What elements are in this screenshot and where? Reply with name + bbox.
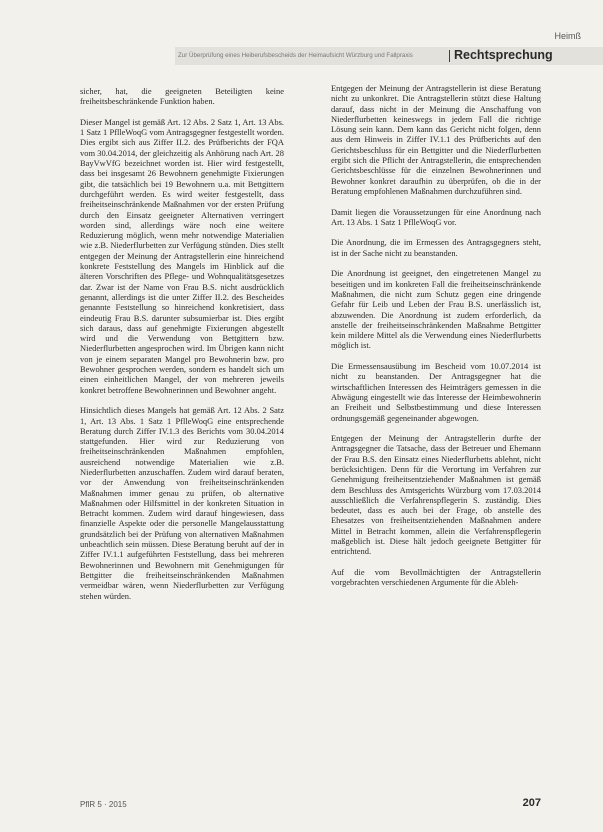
- paragraph: Entgegen der Meinung der Antragstellerin durfte der Antragsgegner die Tatsache, dass der Betreuer und Ehemann der Frau B.S. den Einsatz eines Niederflurbetts ablehnt, nicht berücksichtigen. Denn für die Verortung im Verfahren zur Genehmigung freiheitsentziehender Maßnahmen ist gemäß dem Beschluss des Amtsgerichts Würzburg vom 17.03.2014 ausschließlich die Verfahrenspflegerin S. zuständig. Dies bedeutet, dass es auch bei der Frage, ob anstelle des Ehesatzes von freiheitsentziehenden Maßnahmen andere Mittel in Betracht kommen, allein die Verfahrenspflegerin maßgeblich ist. Diese hält jedoch geeignete Bettgitter für entrichtend.: [331, 433, 541, 557]
- publication-brand: Heimß: [554, 31, 581, 41]
- right-column: [331, 83, 541, 598]
- paragraph: Damit liegen die Voraussetzungen für eine Anordnung nach Art. 13 Abs. 1 Satz 1 PflleWoqG vor.: [331, 206, 541, 227]
- paragraph: Auf die vom Bevollmächtigten der Antragstellerin vorgebrachten verschiedenen Argumente für die Ableh-: [331, 566, 541, 588]
- paragraph: Entgegen der Meinung der Antragstellerin ist diese Beratung nicht zu unkonkret. Die Antragstellerin stützt diese Haltung darauf, dass nicht in der Meinung die Anschaffung von Niederflurbetten keineswegs in jedem Fall die richtige Lösung sein kann. Dem kann das Gericht nicht folgen, denn aus dem Hinweis in Ziffer IV.1.1 des Prüfberichts auf den Gerichtsbeschluss für ein Bettgitter und die Niederflurbetten ergibt sich die Pflicht der Antragstellerin, die entsprechenden Gerichtsbeschlüsse für die einzelnen Bewohnerinnen und Bewohner konkret daraufhin zu überprüfen, ob die in der Beratung empfohlenen Maßnahmen durchzuführen sind.: [331, 83, 541, 196]
- running-header-subtitle: Zur Überprüfung eines Heiberufsbescheids der Heimaufsicht Würzburg und Fallpraxis: [178, 52, 413, 59]
- paragraph: Dieser Mangel ist gemäß Art. 12 Abs. 2 Satz 1, Art. 13 Abs. 1 Satz 1 PflleWoqG vom Antragsgegner festgestellt worden. Dies ergibt sich aus Ziffer II.2. des Prüfberichts der FQA vom 30.04.2014, der gleichzeitig als Anhörung nach Art. 28 BayVwVfG bezeichnet worden ist. Hier wird festgestellt, dass bei insgesamt 26 Bewohnern genehmigte Fixierungen gibt, die tatsächlich bei 19 Bewohnern u.a. mit Bettgittern durchgeführt werden. Es wird weiter festgestellt, dass freiheitseinschränkende Maßnahmen vor der ersten Prüfung durch den Einsatz geeigneter Alternativen verringert worden sind, allerdings wäre noch eine weitere Reduzierung möglich, wenn mehr notwendige Materialien wie z.B. Niederflurbetten zur Verfügung stünden. Dies stellt entgegen der Meinung der Antragstellerin eine hinreichend konkrete Feststellung des Mangels im Hinblick auf die älteren Vorschriften des Pflege- und Wohnqualitätsgesetzes dar. Zwar ist der Name von Frau B.S. nicht ausdrücklich genannt, allerdings ist die unter Ziffer II.2. des Bescheides genannte Feststellung so hinreichend konkretisiert, dass eindeutig Frau B.S. darunter subsumierbar ist. Dies ergibt sich daraus, dass auf genehmigte Fixierungen abgestellt wird und die Verwendung von Bettgittern bzw. Niederflurbetten angesprochen wird. Im Übrigen kann nicht von je einem separaten Mangel pro Bewohnerin bzw. pro Bewohner gesprochen werden, sondern es handelt sich um einen einheitlichen Mangel, der von mehreren jeweils konkret betroffene Bewohnerinnen und Bewohner angeht.: [80, 116, 284, 395]
- journal-issue: PflR 5 · 2015: [80, 800, 127, 809]
- paragraph: Die Anordnung ist geeignet, den eingetretenen Mangel zu beseitigen und im konkreten Fall die freiheitseinschränkende Maßnahmen, die nicht zum Schutz gegen eine dringende Gefahr für Leib und Leben der Frau B.S. unerlässlich ist, abzuwenden. Die Anordnung ist zudem erforderlich, da anstelle der freiheitseinschränkenden Maßnahme Bettgitter kein mildere Mittel als die Verwendung eines Niederflurbetts möglich ist.: [331, 268, 541, 351]
- paragraph: Die Anordnung, die im Ermessen des Antragsgegners steht, ist in der Sache nicht zu beanstanden.: [331, 237, 541, 258]
- left-column: [80, 86, 284, 611]
- paragraph: Die Ermessensausübung im Bescheid vom 10.07.2014 ist nicht zu beanstanden. Der Antragsgegner hat die wirtschaftlichen Interessen des Heimträgers gemessen in die Abwägung eingestellt wie das Interesse der Heimbewohnerin an Freiheit und Selbstbestimmung und diese Interessen ordnungsgemäß gegeneinander abgewogen.: [331, 361, 541, 423]
- paragraph: sicher, hat, die geeigneten Beteiligten keine freiheitsbeschränkende Funktion haben.: [80, 86, 284, 107]
- paragraph: Hinsichtlich dieses Mangels hat gemäß Art. 12 Abs. 2 Satz 1, Art. 13 Abs. 1 Satz 1 PflleWoqG eine entsprechende Beratung durch Ziffer IV.1.3 des Berichts vom 30.04.2014 stattgefunden. Hier wird zur Reduzierung von freiheitseinschränkenden Maßnahmen empfohlen, ausreichend notwendige Materialien wie z.B. Niederflurbetten anzuschaffen. Zudem wird darauf beraten, vor der Anwendung von freiheitseinschränkenden Maßnahmen immer genau zu prüfen, ob alternative Maßnahmen oder Hilfsmittel in der konkreten Situation in Betracht kommen. Zudem wird darauf hingewiesen, dass finanzielle Aspekte oder die personelle Mangelausstattung grundsätzlich bei der Prüfung von alternativen Maßnahmen unbeachtlich sein müssen. Diese Beratung beruht auf der in Ziffer IV.1.1 aufgeführten Feststellung, dass bei mehreren Bewohnerinnen und Bewohnern mit Genehmigungen für Bettgitter die freiheitseinschränkenden Maßnahmen vermeidbar wären, wenn Niederflurbetten zur Verfügung stehen würden.: [80, 405, 284, 601]
- header-divider: [449, 50, 450, 62]
- section-title: Rechtsprechung: [454, 48, 553, 62]
- page-number: 207: [522, 797, 541, 809]
